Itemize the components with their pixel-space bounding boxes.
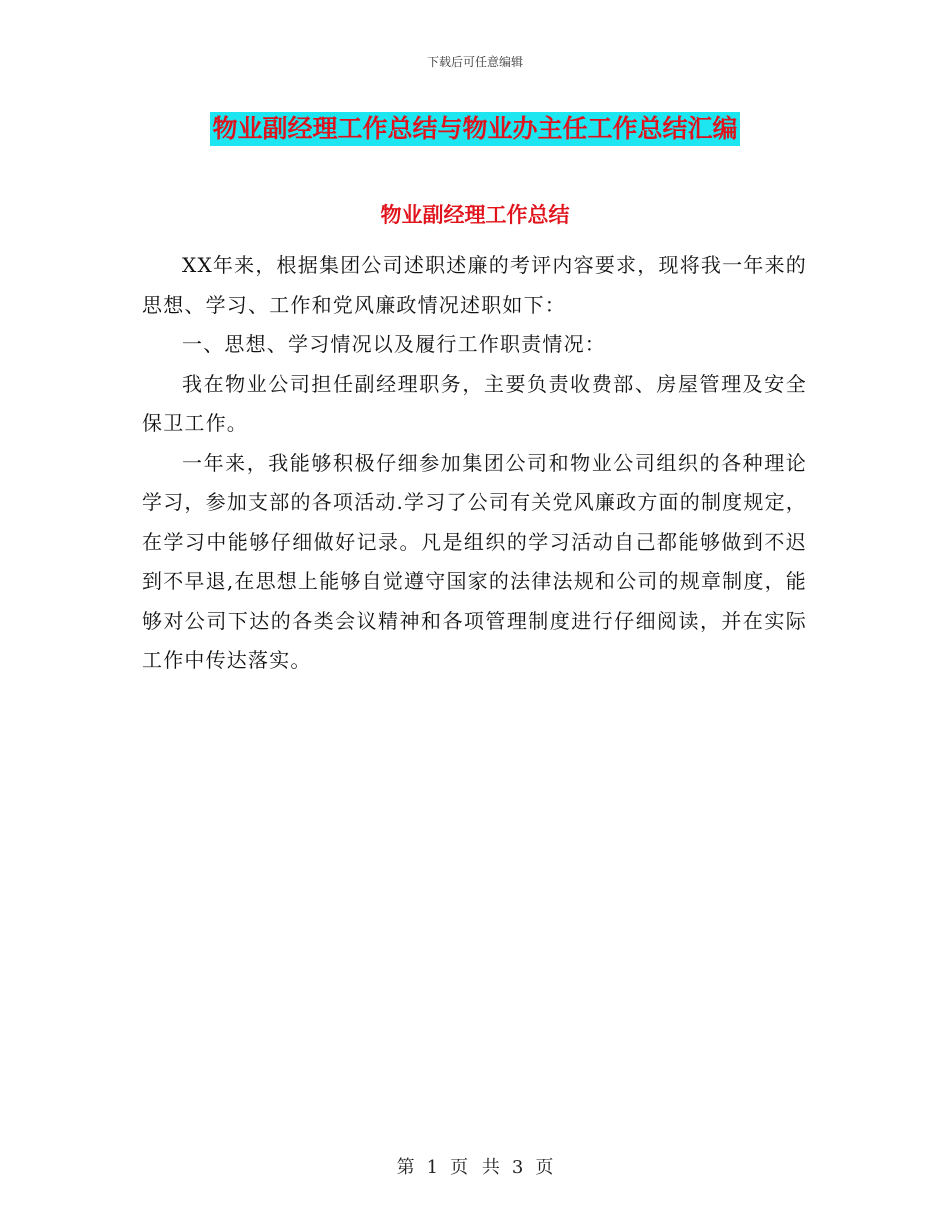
page-label-prefix: 第 <box>396 1157 415 1178</box>
paragraph: XX年来，根据集团公司述职述廉的考评内容要求，现将我一年来的思想、学习、工作和党风廉政情况述职如下： <box>142 253 807 317</box>
paragraph: 一、思想、学习情况以及履行工作职责情况： <box>182 332 606 356</box>
page-number-total: 3 <box>511 1157 524 1178</box>
document-title: 物业副经理工作总结与物业办主任工作总结汇编 <box>210 112 739 146</box>
page-footer <box>0 1153 950 1179</box>
page-number-current: 1 <box>426 1157 439 1178</box>
paragraph: 我在物业公司担任副经理职务，主要负责收费部、房屋管理及安全保卫工作。 <box>142 371 807 435</box>
paragraph: 一年来，我能够积极仔细参加集团公司和物业公司组织的各种理论学习，参加支部的各项活动.学习了公司有关党风廉政方面的制度规定，在学习中能够仔细做好记录。凡是组织的学习活动自己都能够做到不迟到不早退,在思想上能够自觉遵守国家的法律法规和公司的规章制度，能够对公司下达的各类会议精神和各项管理制度进行仔细阅读，并在实际工作中传达落实。 <box>142 450 807 672</box>
document-title-container <box>0 112 950 146</box>
page-label-middle: 页 共 <box>450 1157 500 1178</box>
document-body <box>142 246 807 681</box>
section-title: 物业副经理工作总结 <box>380 202 570 227</box>
header-note: 下载后可任意编辑 <box>426 55 523 69</box>
page-label-suffix: 页 <box>535 1157 554 1178</box>
